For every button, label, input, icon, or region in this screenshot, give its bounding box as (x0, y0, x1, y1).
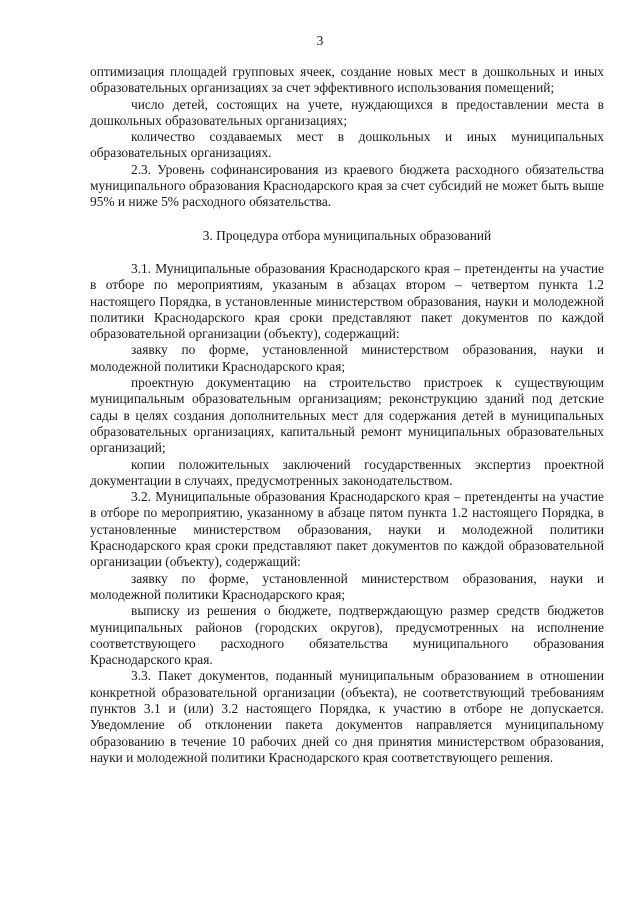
section-heading: 3. Процедура отбора муниципальных образований (202, 227, 492, 243)
page-number: 3 (316, 33, 324, 48)
paragraph-expertise-copies: копии положительных заключений государственных экспертиз проектной документации в случаях, предусмотренных законодательством. (90, 456, 604, 488)
paragraph-optimization: оптимизация площадей групповых ячеек, создание новых мест в дошкольных и иных образовательных организациях за счет эффективного использования помещений; (90, 64, 604, 96)
paragraph-3-1: 3.1. Муниципальные образования Краснодарского края – претенденты на участие в отборе по мероприятиям, указаным в абзацах втором – четвертом пункта 1.2 настоящего Порядка, в установленные министерством образования, науки и молодежной политики Краснодарского края сроки представляют пакет документов по каждой образовательной организации (объекту), содержащий: (90, 260, 604, 342)
paragraph-places-count: количество создаваемых мест в дошкольных и иных муниципальных образовательных организациях. (90, 129, 604, 161)
paragraph-application-form: заявку по форме, установленной министерством образования, науки и молодежной политики Краснодарского края; (90, 342, 604, 374)
paragraph-project-documentation: проектную документацию на строительство пристроек к существующим муниципальным образовательным организациям; реконструкцию зданий под детские сады в целях создания дополнительных мест для содержания детей в муниципальных образовательных организациях, капитальный ремонт муниципальных образовательных организаций; (90, 375, 604, 456)
paragraph-2-3: 2.3. Уровень софинансирования из краевого бюджета расходного обязательства муниципального образования Краснодарского края за счет субсидий не может быть выше 95% и ниже 5% расходного обязательства. (90, 161, 604, 210)
paragraph-children-count: число детей, состоящих на учете, нуждающихся в предоставлении места в дошкольных образовательных организациях; (90, 96, 604, 128)
document-body (90, 64, 604, 766)
paragraph-application-form-2: заявку по форме, установленной министерством образования, науки и молодежной политики Краснодарского края; (90, 570, 604, 602)
paragraph-3-3: 3.3. Пакет документов, поданный муниципальным образованием в отношении конкретной образовательной организации (объекта), не соответствующий требованиям пунктов 3.1 и (или) 3.2 настоящего Порядка, к участию в отборе не допускается. Уведомление об отклонении пакета документов направляется муниципальному образованию в течение 10 рабочих дней со дня принятия министерством образования, науки и молодежной политики Краснодарского края соответствующего решения. (90, 668, 604, 765)
paragraph-budget-extract: выписку из решения о бюджете, подтверждающую размер средств бюджетов муниципальных районов (городских округов), предусмотренных на исполнение соответствующего расходного обязательства муниципального образования Краснодарского края. (90, 603, 604, 668)
paragraph-3-2: 3.2. Муниципальные образования Краснодарского края – претенденты на участие в отборе по мероприятию, указанному в абзаце пятом пункта 1.2 настоящего Порядка, в установленные министерством образования, науки и молодежной политики Краснодарского края сроки представляют пакет документов по каждой образовательной организации (объекту), содержащий: (90, 489, 604, 570)
